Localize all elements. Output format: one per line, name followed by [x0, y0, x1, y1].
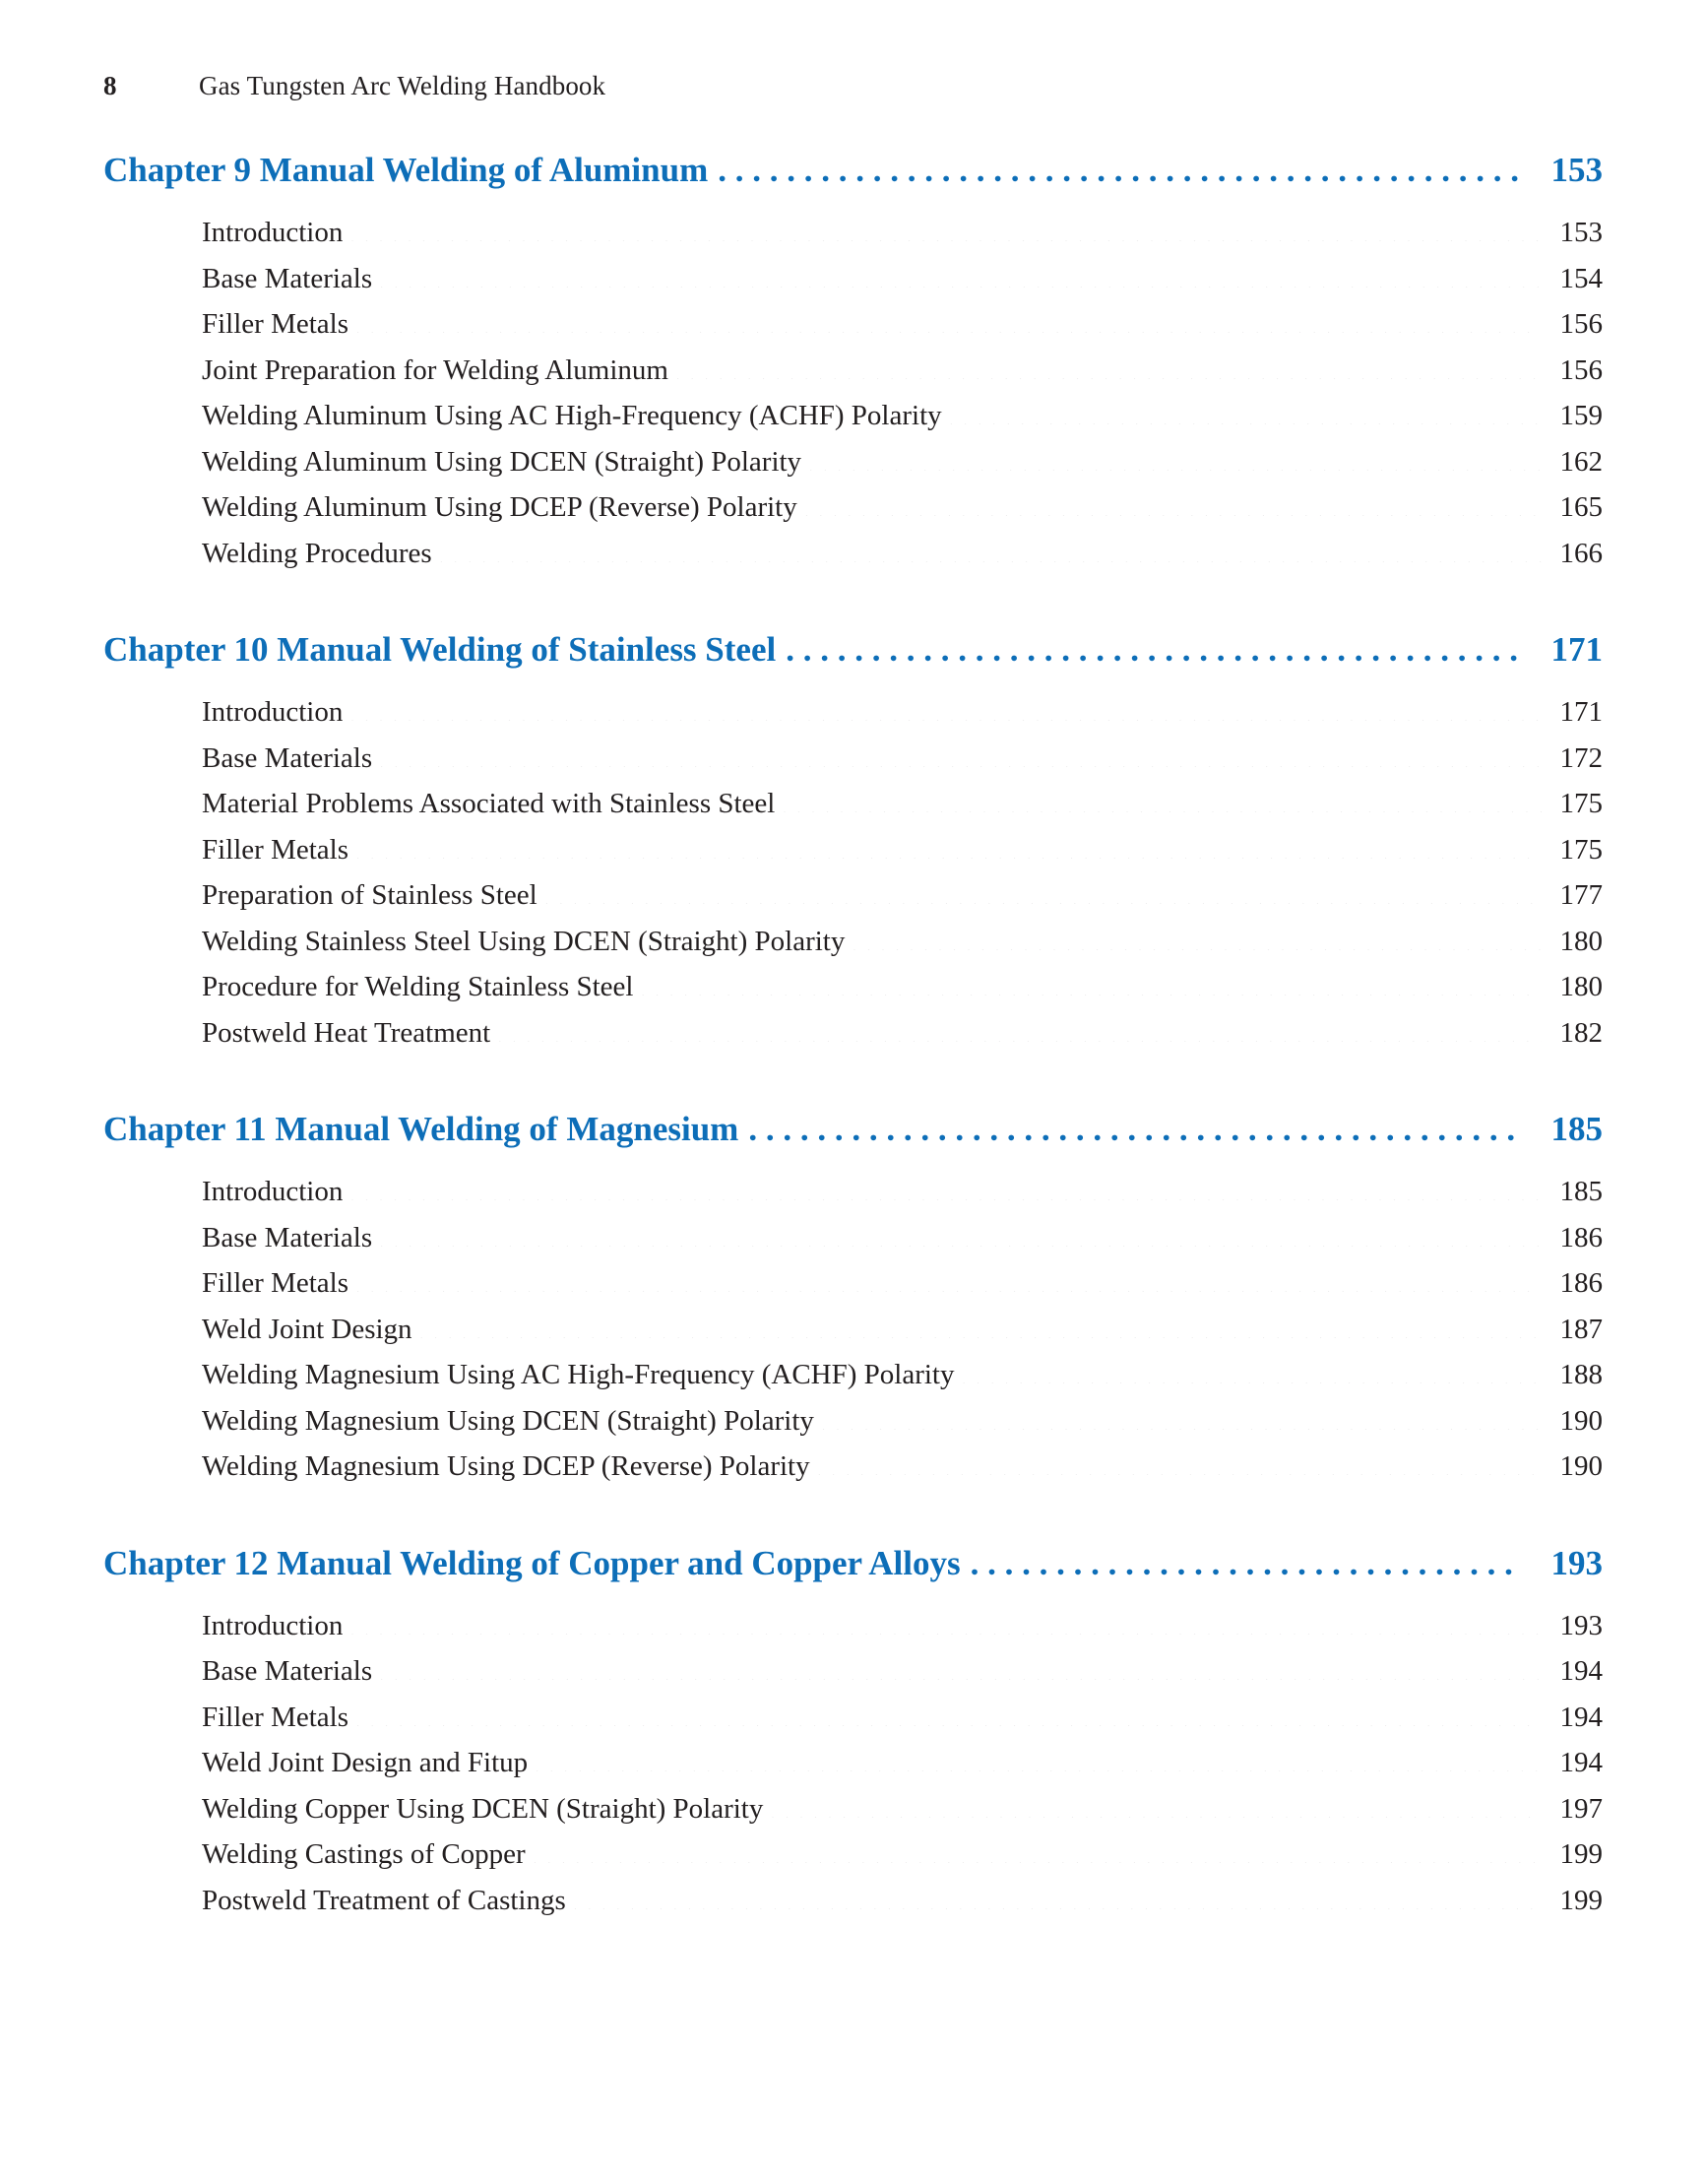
toc-entry-page-number: 190 — [1559, 1404, 1603, 1437]
toc-entry-title: Base Materials — [202, 741, 373, 774]
toc-entry-title: Introduction — [202, 1609, 344, 1641]
running-head — [103, 71, 605, 101]
toc-entry-page-number: 180 — [1559, 971, 1603, 1002]
dot-leader — [572, 1881, 1542, 1909]
toc-entry-page-number: 197 — [1559, 1792, 1603, 1825]
chapter-entry[interactable] — [103, 627, 1603, 673]
toc-entry[interactable] — [202, 1169, 1603, 1215]
chapter-entry-list — [202, 689, 1603, 1056]
toc-entry-title: Welding Procedures — [202, 537, 432, 569]
toc-entry-title: Welding Copper Using DCEN (Straight) Polarity — [202, 1792, 764, 1825]
toc-entry-page-number: 186 — [1559, 1267, 1603, 1299]
toc-entry-title: Postweld Heat Treatment — [202, 1016, 491, 1049]
dot-leader — [354, 304, 1542, 333]
toc-entry-page-number: 190 — [1559, 1450, 1603, 1482]
toc-entry[interactable] — [202, 1831, 1603, 1878]
toc-entry-page-number: 175 — [1559, 788, 1603, 819]
dot-leader — [816, 1446, 1542, 1475]
chapter-block — [103, 148, 1603, 576]
toc-entry[interactable] — [202, 1695, 1603, 1741]
toc-entry[interactable] — [202, 1603, 1603, 1649]
dot-leader — [348, 692, 1542, 721]
toc-entry-page-number: 159 — [1559, 400, 1603, 431]
toc-entry[interactable] — [202, 348, 1603, 394]
chapter-block — [103, 1541, 1603, 1924]
toc-entry[interactable] — [202, 1878, 1603, 1924]
toc-entry-title: Welding Aluminum Using AC High-Frequency (ACHF) Polarity — [202, 400, 942, 431]
chapter-entry-list — [202, 210, 1603, 576]
dot-leader — [354, 1698, 1542, 1726]
toc-entry[interactable] — [202, 827, 1603, 873]
chapter-block — [103, 1107, 1603, 1490]
dot-leader — [543, 875, 1542, 904]
toc-entry-page-number: 175 — [1559, 833, 1603, 866]
toc-entry-title: Filler Metals — [202, 308, 349, 340]
toc-entry[interactable] — [202, 781, 1603, 827]
toc-entry-page-number: 177 — [1559, 879, 1603, 911]
toc-entry[interactable] — [202, 439, 1603, 485]
chapter-title: Chapter 9 Manual Welding of Aluminum — [103, 151, 709, 189]
toc-entry-title: Base Materials — [202, 1655, 373, 1687]
dot-leader — [378, 1218, 1542, 1247]
dot-leader — [378, 259, 1542, 288]
chapter-title: Chapter 11 Manual Welding of Magnesium — [103, 1110, 739, 1148]
dot-leader — [496, 1013, 1542, 1042]
toc-entry-page-number: 153 — [1559, 217, 1603, 248]
dot-leader — [769, 1789, 1542, 1818]
toc-entry[interactable] — [202, 1786, 1603, 1832]
toc-entry-page-number: 156 — [1559, 308, 1603, 340]
toc-entry[interactable] — [202, 689, 1603, 736]
dot-leader — [851, 922, 1542, 950]
toc-entry[interactable] — [202, 736, 1603, 782]
toc-entry-page-number: 186 — [1559, 1221, 1603, 1253]
toc-entry-page-number: 194 — [1559, 1701, 1603, 1733]
dot-leader — [532, 1834, 1542, 1863]
toc-entry-page-number: 199 — [1559, 1884, 1603, 1916]
toc-entry-page-number: 180 — [1559, 925, 1603, 957]
chapter-entry[interactable] — [103, 1541, 1603, 1586]
chapter-page-number: 193 — [1550, 1543, 1603, 1582]
toc-entry-page-number: 165 — [1559, 491, 1603, 523]
dot-leader — [948, 396, 1542, 424]
dot-leader — [438, 534, 1542, 562]
dot-leader — [781, 784, 1542, 812]
toc-entry-page-number: 188 — [1559, 1359, 1603, 1390]
toc-entry[interactable] — [202, 964, 1603, 1010]
dot-leader — [807, 442, 1542, 471]
dot-leader — [803, 487, 1542, 516]
toc-entry-title: Base Materials — [202, 262, 373, 294]
toc-entry-title: Weld Joint Design and Fitup — [202, 1747, 529, 1778]
dot-leader — [639, 967, 1542, 996]
toc-entry-title: Welding Aluminum Using DCEN (Straight) Polarity — [202, 445, 802, 478]
toc-entry-title: Postweld Treatment of Castings — [202, 1884, 566, 1916]
toc-entry[interactable] — [202, 1444, 1603, 1490]
chapter-title: Chapter 12 Manual Welding of Copper and Copper Alloys — [103, 1543, 961, 1582]
toc-entry-title: Introduction — [202, 696, 344, 728]
toc-entry[interactable] — [202, 210, 1603, 256]
toc-entry[interactable] — [202, 484, 1603, 531]
toc-entry-title: Filler Metals — [202, 1701, 349, 1733]
chapter-entry[interactable] — [103, 148, 1603, 193]
toc-entry[interactable] — [202, 1740, 1603, 1786]
toc-entry-page-number: 193 — [1559, 1609, 1603, 1641]
toc-entry-title: Preparation of Stainless Steel — [202, 879, 537, 911]
toc-entry[interactable] — [202, 256, 1603, 302]
dot-leader — [534, 1743, 1542, 1771]
dot-leader — [378, 1651, 1542, 1680]
toc-entry-page-number: 185 — [1559, 1176, 1603, 1207]
dot-leader — [971, 1541, 1522, 1575]
dot-leader — [674, 351, 1542, 379]
toc-entry-title: Welding Magnesium Using DCEP (Reverse) Polarity — [202, 1450, 810, 1482]
toc-entry[interactable] — [202, 1215, 1603, 1261]
toc-entry-title: Welding Magnesium Using DCEN (Straight) Polarity — [202, 1404, 814, 1437]
toc-entry-title: Welding Stainless Steel Using DCEN (Straight) Polarity — [202, 925, 846, 957]
chapter-page-number: 185 — [1550, 1110, 1603, 1148]
chapter-entry-list — [202, 1169, 1603, 1490]
toc-entry-title: Welding Magnesium Using AC High-Frequency (ACHF) Polarity — [202, 1359, 955, 1390]
toc-entry-title: Introduction — [202, 217, 344, 248]
toc-entry-title: Weld Joint Design — [202, 1313, 412, 1345]
toc-entry-page-number: 199 — [1559, 1838, 1603, 1870]
toc-entry[interactable] — [202, 1307, 1603, 1353]
toc-entry-page-number: 194 — [1559, 1747, 1603, 1778]
dot-leader — [348, 1606, 1542, 1635]
toc-entry-title: Joint Preparation for Welding Aluminum — [202, 353, 668, 386]
toc-entry[interactable] — [202, 1648, 1603, 1695]
toc-entry-title: Procedure for Welding Stainless Steel — [202, 971, 634, 1002]
toc-entry-title: Welding Aluminum Using DCEP (Reverse) Polarity — [202, 491, 797, 523]
book-title: Gas Tungsten Arc Welding Handbook — [199, 71, 606, 100]
dot-leader — [820, 1401, 1542, 1430]
dot-leader — [418, 1310, 1542, 1338]
toc-entry-page-number: 166 — [1559, 537, 1603, 569]
chapter-block — [103, 627, 1603, 1056]
page-folio-number: 8 — [103, 71, 117, 100]
dot-leader — [348, 1172, 1542, 1200]
chapter-page-number: 153 — [1550, 151, 1603, 189]
toc-entry-title: Introduction — [202, 1176, 344, 1207]
dot-leader — [786, 627, 1522, 662]
toc-entry-page-number: 154 — [1559, 262, 1603, 294]
toc-entry[interactable] — [202, 872, 1603, 919]
toc-entry[interactable] — [202, 1352, 1603, 1398]
dot-leader — [961, 1355, 1543, 1383]
toc-entry[interactable] — [202, 393, 1603, 439]
toc-entry-page-number: 172 — [1559, 741, 1603, 774]
dot-leader — [718, 148, 1522, 182]
toc-entry[interactable] — [202, 301, 1603, 348]
dot-leader — [378, 739, 1542, 767]
chapter-entry-list — [202, 1603, 1603, 1924]
toc-entry-page-number: 156 — [1559, 353, 1603, 386]
toc-entry[interactable] — [202, 919, 1603, 965]
chapter-page-number: 171 — [1550, 630, 1603, 669]
toc-entry-page-number: 162 — [1559, 445, 1603, 478]
toc-entry-page-number: 194 — [1559, 1655, 1603, 1687]
dot-leader — [348, 213, 1542, 241]
toc-entry-title: Welding Castings of Copper — [202, 1838, 526, 1870]
toc-entry[interactable] — [202, 1010, 1603, 1057]
chapter-title: Chapter 10 Manual Welding of Stainless Steel — [103, 630, 777, 669]
toc-entry-page-number: 182 — [1559, 1016, 1603, 1049]
dot-leader — [748, 1107, 1522, 1141]
toc-entry[interactable] — [202, 1398, 1603, 1445]
toc-entry-title: Base Materials — [202, 1221, 373, 1253]
toc-entry[interactable] — [202, 1260, 1603, 1307]
chapter-entry[interactable] — [103, 1107, 1603, 1152]
toc-entry-page-number: 171 — [1559, 696, 1603, 728]
table-of-contents — [103, 148, 1603, 1923]
toc-entry-title: Filler Metals — [202, 833, 349, 866]
toc-entry-title: Material Problems Associated with Stainless Steel — [202, 788, 776, 819]
toc-entry-page-number: 187 — [1559, 1313, 1603, 1345]
dot-leader — [354, 830, 1542, 859]
dot-leader — [354, 1263, 1542, 1292]
toc-entry[interactable] — [202, 531, 1603, 577]
toc-entry-title: Filler Metals — [202, 1267, 349, 1299]
